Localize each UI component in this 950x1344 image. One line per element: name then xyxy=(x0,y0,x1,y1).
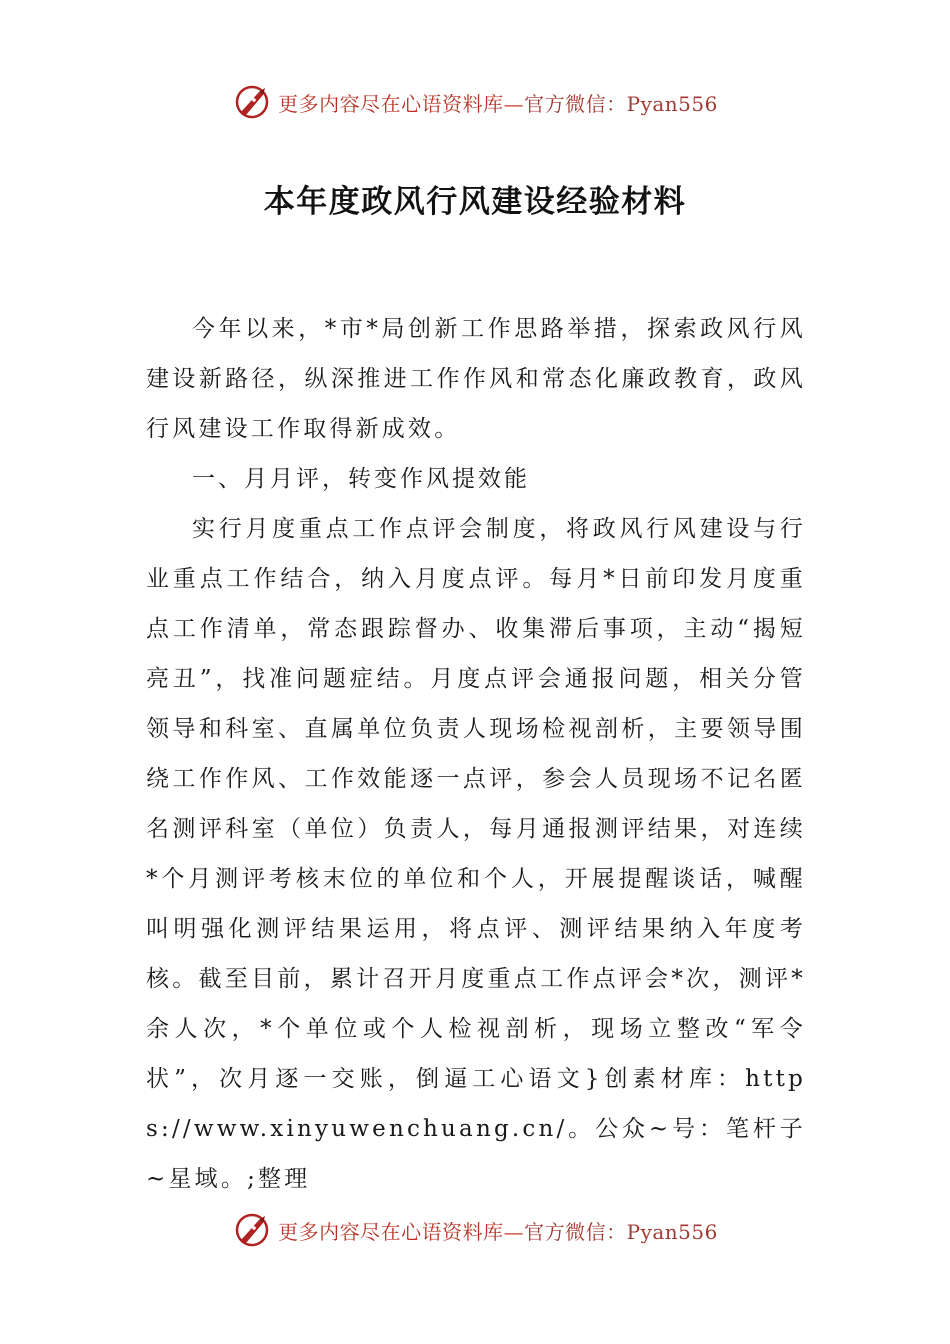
watermark-header xyxy=(0,80,950,124)
document-title: 本年度政风行风建设经验材料 xyxy=(263,184,687,220)
watermark-text xyxy=(278,88,718,117)
watermark-text xyxy=(278,1216,718,1245)
watermark-separator: — xyxy=(503,1219,525,1244)
document-body xyxy=(146,304,806,1204)
paragraph-section-1: 实行月度重点工作点评会制度，将政风行风建设与行业重点工作结合，纳入月度点评。每月*日前印发月度重点工作清单，常态跟踪督办、收集滞后事项，主动“揭短亮丑”，找准问题症结。月度点评会通报问题，相关分管领导和科室、直属单位负责人现场检视剖析，主要领导围绕工作作风、工作效能逐一点评，参会人员现场不记名匿名测评科室（单位）负责人，每月通报测评结果，对连续*个月测评考核末位的单位和个人，开展提醒谈话，喊醒叫明强化测评结果运用，将点评、测评结果纳入年度考核。截至目前，累计召开月度重点工作点评会*次，测评*余人次，*个单位或个人检视剖析，现场立整改“军令状”，次月逐一交账，倒逼工心语文}创素材库：https://www.xinyuwenchuang.cn/。公众~号：笔杆子~星域。;整理 xyxy=(146,516,806,1192)
watermark-footer xyxy=(0,1208,950,1252)
watermark-separator: — xyxy=(503,91,525,116)
watermark-brand: 更多内容尽在心语资料库 xyxy=(278,1219,504,1244)
watermark-contact: 官方微信：Pyan556 xyxy=(524,1219,718,1244)
section-heading-1: 一、月月评，转变作风提效能 xyxy=(192,466,530,492)
watermark-brand: 更多内容尽在心语资料库 xyxy=(278,91,504,116)
watermark-contact: 官方微信：Pyan556 xyxy=(524,91,718,116)
pen-nib-logo-icon xyxy=(232,82,272,122)
pen-nib-logo-icon xyxy=(232,1210,272,1250)
paragraph-intro: 今年以来，*市*局创新工作思路举措，探索政风行风建设新路径，纵深推进工作作风和常态化廉政教育，政风行风建设工作取得新成效。 xyxy=(146,316,806,442)
